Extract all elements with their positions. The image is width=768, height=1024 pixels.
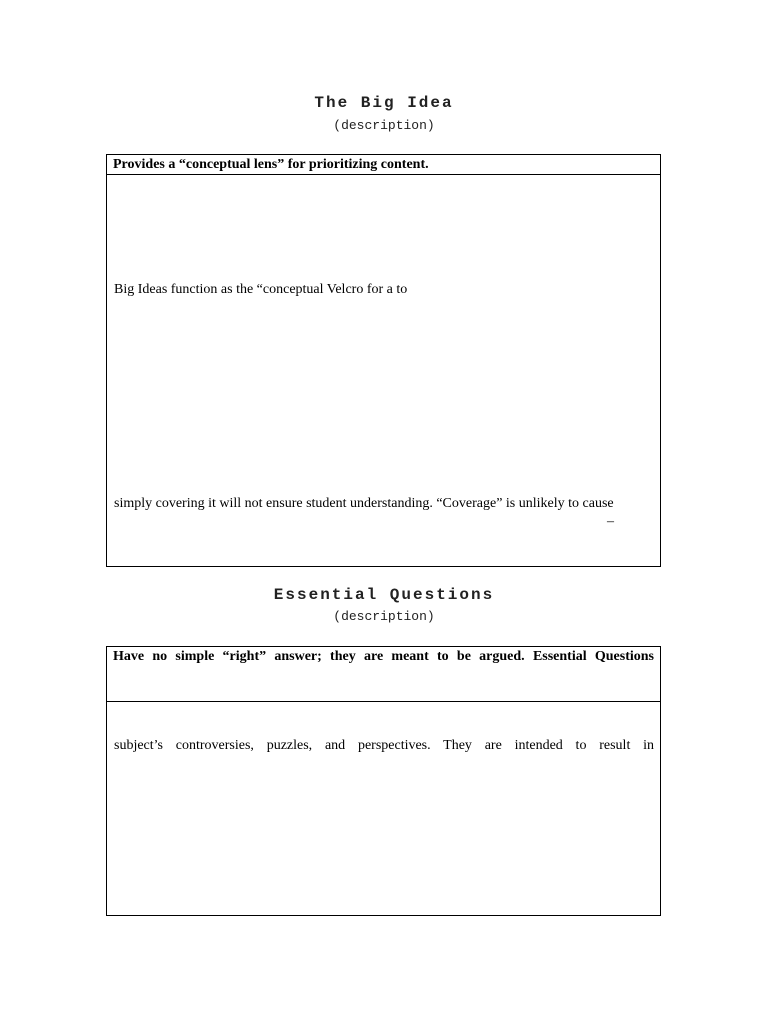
- essential-questions-text-line-1: subject’s controversies, puzzles, and perspectives. They are intended to result in: [114, 738, 654, 753]
- big-idea-text-line-1: Big Ideas function as the “conceptual Velcro for a to: [114, 282, 408, 297]
- big-idea-title: The Big Idea: [314, 94, 454, 112]
- big-idea-box: [106, 154, 661, 567]
- big-idea-text-line-2: simply covering it will not ensure student understanding. “Coverage” is unlikely to cause: [114, 496, 614, 511]
- essential-questions-header: Have no simple “right” answer; they are meant to be argued. Essential Questions: [107, 647, 660, 702]
- big-idea-header: Provides a “conceptual lens” for prioritizing content.: [107, 155, 660, 175]
- essential-questions-subtitle: (description): [333, 609, 435, 624]
- essential-questions-title: Essential Questions: [273, 586, 495, 604]
- big-idea-dash: –: [607, 514, 614, 529]
- big-idea-subtitle: (description): [333, 118, 435, 133]
- essential-questions-box: [106, 646, 661, 916]
